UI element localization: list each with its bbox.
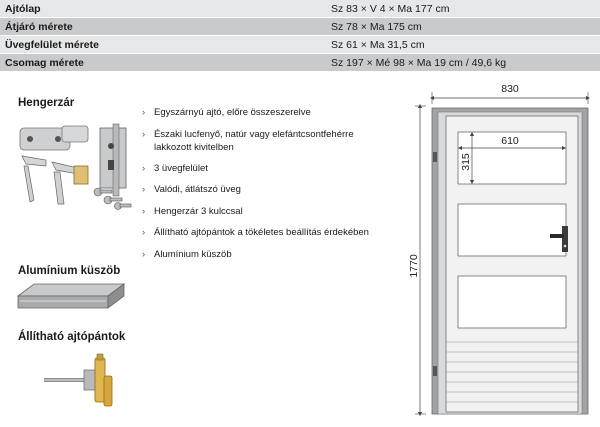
feature-list (142, 106, 392, 269)
aluminium-threshold-illustration (14, 280, 126, 316)
bullet-icon: › (142, 227, 146, 238)
feature-text: Északi lucfenyő, natúr vagy elefántcsontfehérre lakkozott kivitelben (154, 128, 354, 153)
list-item (142, 128, 392, 154)
spec-label: Ajtólap (5, 2, 41, 15)
hinges-heading: Állítható ajtópántok (18, 331, 126, 343)
feature-text: 3 üvegfelület (154, 162, 208, 174)
bullet-icon: › (142, 162, 146, 174)
feature-text: Alumínium küszöb (154, 248, 232, 260)
spec-label: Csomag mérete (5, 56, 84, 69)
spec-label: Átjáró mérete (5, 20, 73, 33)
feature-text: Egyszárnyú ajtó, előre összeszerelve (154, 107, 311, 118)
list-item (142, 205, 392, 218)
bullet-icon: › (142, 205, 146, 217)
adjustable-hinge-illustration (40, 352, 120, 412)
spec-row (0, 0, 600, 18)
spec-row (0, 18, 600, 36)
list-item (142, 162, 392, 175)
spec-value: Sz 61 × Ma 31,5 cm (331, 38, 425, 51)
bullet-icon: › (142, 184, 146, 195)
feature-text: Hengerzár 3 kulccsal (154, 205, 243, 217)
list-item (142, 248, 392, 261)
list-item (142, 183, 392, 196)
spec-table (0, 0, 600, 72)
bullet-icon: › (142, 128, 146, 140)
glass-width-label: 610 (501, 135, 519, 147)
glass-height-label: 315 (460, 153, 472, 171)
list-item (142, 226, 392, 239)
spec-value: Sz 83 × V 4 × Ma 177 cm (331, 2, 450, 15)
feature-text: Állítható ajtópántok a tökéletes beállítás érdekében (154, 227, 369, 238)
door-width-label: 830 (501, 83, 519, 95)
door-technical-drawing (408, 76, 598, 424)
cylinder-lock-illustration (16, 122, 134, 210)
bullet-icon: › (142, 248, 146, 260)
threshold-heading: Alumínium küszöb (18, 265, 121, 277)
spec-row (0, 54, 600, 72)
spec-value: Sz 78 × Ma 175 cm (331, 20, 422, 33)
door-height-label: 1770 (408, 254, 420, 278)
lock-heading: Hengerzár (18, 97, 75, 109)
spec-value: Sz 197 × Mé 98 × Ma 19 cm / 49,6 kg (331, 56, 507, 69)
list-item (142, 106, 392, 119)
bullet-icon: › (142, 107, 146, 118)
spec-label: Üvegfelület mérete (5, 38, 99, 51)
spec-row (0, 36, 600, 54)
feature-text: Valódi, átlátszó üveg (154, 184, 241, 195)
